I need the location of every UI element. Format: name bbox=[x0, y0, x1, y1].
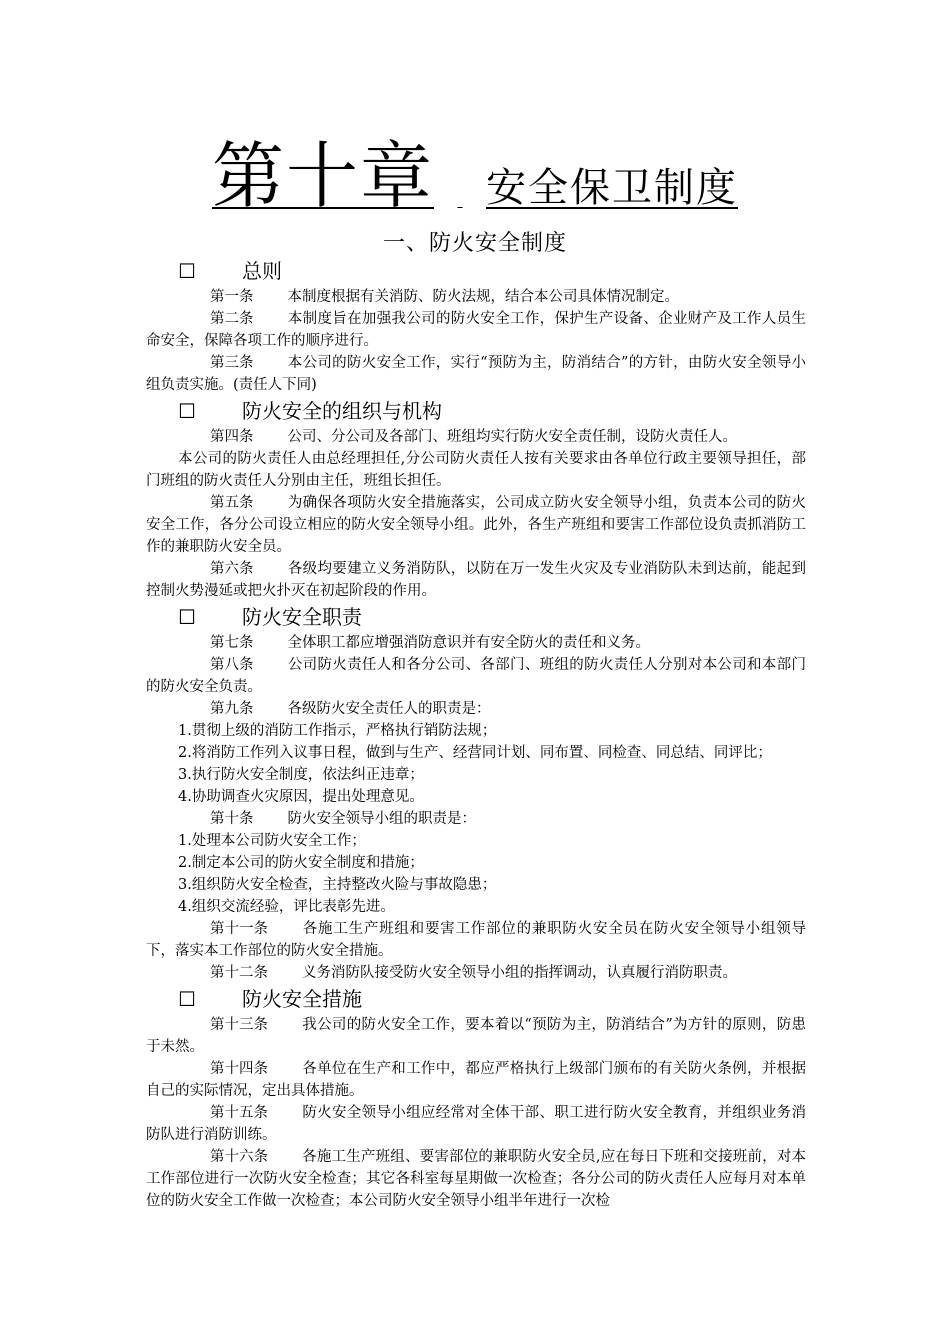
article-number: 第七条 bbox=[210, 635, 254, 651]
article-paragraph bbox=[146, 896, 806, 918]
article-paragraph bbox=[146, 786, 806, 808]
article-number: 第十一条 bbox=[210, 921, 268, 937]
title-underline-gap bbox=[434, 186, 486, 205]
article-number: 第五条 bbox=[210, 495, 254, 511]
chapter-name: 安全保卫制度 bbox=[486, 165, 738, 211]
article-paragraph bbox=[146, 632, 806, 654]
article-number: 第六条 bbox=[210, 561, 254, 577]
article-text: 4.组织交流经验，评比表彰先进。 bbox=[178, 899, 395, 915]
article-text: 为确保各项防火安全措施落实，公司成立防火安全领导小组，负责本公司的防火安全工作，各分公司设立相应的防火安全领导小组。此外，各生产班组和要害工作部位设负责抓消防工作的兼职防火安全员。 bbox=[146, 495, 806, 555]
article-paragraph bbox=[146, 492, 806, 558]
article-paragraph bbox=[146, 830, 806, 852]
article-number: 第三条 bbox=[210, 355, 254, 371]
article-number: 第八条 bbox=[210, 657, 254, 673]
article-text: 2.将消防工作列入议事日程，做到与生产、经营同计划、同布置、同检查、同总结、同评比； bbox=[178, 745, 772, 761]
article-paragraph bbox=[146, 720, 806, 742]
article-number: 第十六条 bbox=[210, 1149, 268, 1165]
article-paragraph bbox=[146, 764, 806, 786]
article-paragraph bbox=[146, 918, 806, 962]
article-text: 防火安全领导小组的职责是： bbox=[287, 811, 476, 827]
article-text: 各施工生产班组、要害部位的兼职防火安全员,应在每日下班和交接班前，对本工作部位进行一次防火安全检查；其它各科室每星期做一次检查；各分公司的防火责任人应每月对本单位的防火安全工作做一次检查；本公司防火安全领导小组半年进行一次检 bbox=[146, 1149, 806, 1209]
article-text: 公司、分公司及各部门、班组均实行防火安全责任制，设防火责任人。 bbox=[287, 429, 737, 445]
checkbox-square-icon: ☐ bbox=[178, 399, 196, 423]
chapter-number: 第十章 bbox=[211, 134, 434, 218]
checkbox-square-icon: ☐ bbox=[178, 259, 196, 283]
article-text: 本公司的防火安全工作，实行“预防为主，防消结合”的方针，由防火安全领导小组负责实施。(责任人下同) bbox=[146, 355, 806, 393]
section-heading bbox=[146, 602, 806, 632]
article-text: 全体职工都应增强消防意识并有安全防火的责任和义务。 bbox=[287, 635, 650, 651]
section-heading-text: 防火安全措施 bbox=[242, 987, 362, 1011]
article-number: 第十条 bbox=[210, 811, 254, 827]
article-paragraph bbox=[146, 962, 806, 984]
article-paragraph bbox=[146, 1102, 806, 1146]
checkbox-square-icon: ☐ bbox=[178, 987, 196, 1011]
article-text: 4.协助调查火灾原因，提出处理意见。 bbox=[178, 789, 424, 805]
article-paragraph bbox=[146, 1058, 806, 1102]
article-number: 第一条 bbox=[210, 289, 254, 305]
article-paragraph bbox=[146, 808, 806, 830]
article-paragraph bbox=[146, 1014, 806, 1058]
article-paragraph bbox=[146, 874, 806, 896]
document-body bbox=[146, 256, 806, 1212]
chapter-title bbox=[0, 118, 950, 222]
section-heading-text: 防火安全职责 bbox=[242, 605, 362, 629]
article-text: 各施工生产班组和要害工作部位的兼职防火安全员在防火安全领导小组领导下，落实本工作部位的防火安全措施。 bbox=[146, 921, 806, 959]
article-number: 第九条 bbox=[210, 701, 254, 717]
article-paragraph bbox=[146, 426, 806, 448]
article-paragraph bbox=[146, 352, 806, 396]
article-number: 第二条 bbox=[210, 311, 254, 327]
article-text: 公司防火责任人和各分公司、各部门、班组的防火责任人分别对本公司和本部门的防火安全负责。 bbox=[146, 657, 806, 695]
checkbox-square-icon: ☐ bbox=[178, 605, 196, 629]
article-text: 义务消防队接受防火安全领导小组的指挥调动，认真履行消防职责。 bbox=[302, 965, 737, 981]
article-text: 我公司的防火安全工作，要本着以“预防为主，防消结合”为方针的原则，防患于未然。 bbox=[146, 1017, 806, 1055]
article-paragraph bbox=[146, 654, 806, 698]
article-text: 本制度根据有关消防、防火法规，结合本公司具体情况制定。 bbox=[287, 289, 679, 305]
section-heading-text: 防火安全的组织与机构 bbox=[242, 399, 442, 423]
article-text: 1.处理本公司防火安全工作； bbox=[178, 833, 366, 849]
article-text: 1.贯彻上级的消防工作指示，严格执行销防法规； bbox=[178, 723, 497, 739]
article-paragraph bbox=[146, 698, 806, 720]
article-text: 各单位在生产和工作中，都应严格执行上级部门颁布的有关防火条例，并根据自己的实际情况，定出具体措施。 bbox=[146, 1061, 806, 1099]
section-heading bbox=[146, 256, 806, 286]
article-paragraph bbox=[146, 1146, 806, 1212]
article-text: 各级防火安全责任人的职责是： bbox=[287, 701, 491, 717]
article-paragraph bbox=[146, 558, 806, 602]
article-paragraph bbox=[146, 852, 806, 874]
section-heading bbox=[146, 396, 806, 426]
article-text: 本公司的防火责任人由总经理担任,分公司防火责任人按有关要求由各单位行政主要领导担任，部门班组的防火责任人分别由主任，班组长担任。 bbox=[146, 451, 806, 489]
article-paragraph bbox=[146, 286, 806, 308]
article-number: 第四条 bbox=[210, 429, 254, 445]
article-paragraph bbox=[146, 742, 806, 764]
article-paragraph bbox=[146, 448, 806, 492]
article-text: 各级均要建立义务消防队，以防在万一发生火灾及专业消防队未到达前，能起到控制火势漫延或把火扑灭在初起阶段的作用。 bbox=[146, 561, 806, 599]
article-paragraph bbox=[146, 308, 806, 352]
article-text: 防火安全领导小组应经常对全体干部、职工进行防火安全教育，并组织业务消防队进行消防训练。 bbox=[146, 1105, 806, 1143]
article-text: 3.执行防火安全制度，依法纠正违章； bbox=[178, 767, 424, 783]
article-text: 本制度旨在加强我公司的防火安全工作，保护生产设备、企业财产及工作人员生命安全，保障各项工作的顺序进行。 bbox=[146, 311, 806, 349]
section-title: 一、防火安全制度 bbox=[382, 231, 567, 256]
article-text: 2.制定本公司的防火安全制度和措施； bbox=[178, 855, 424, 871]
article-number: 第十三条 bbox=[210, 1017, 268, 1033]
article-text: 3.组织防火安全检查，主持整改火险与事故隐患； bbox=[178, 877, 497, 893]
article-number: 第十四条 bbox=[210, 1061, 268, 1077]
article-number: 第十五条 bbox=[210, 1105, 268, 1121]
section-heading-text: 总则 bbox=[242, 259, 282, 283]
section-heading bbox=[146, 984, 806, 1014]
article-number: 第十二条 bbox=[210, 965, 268, 981]
